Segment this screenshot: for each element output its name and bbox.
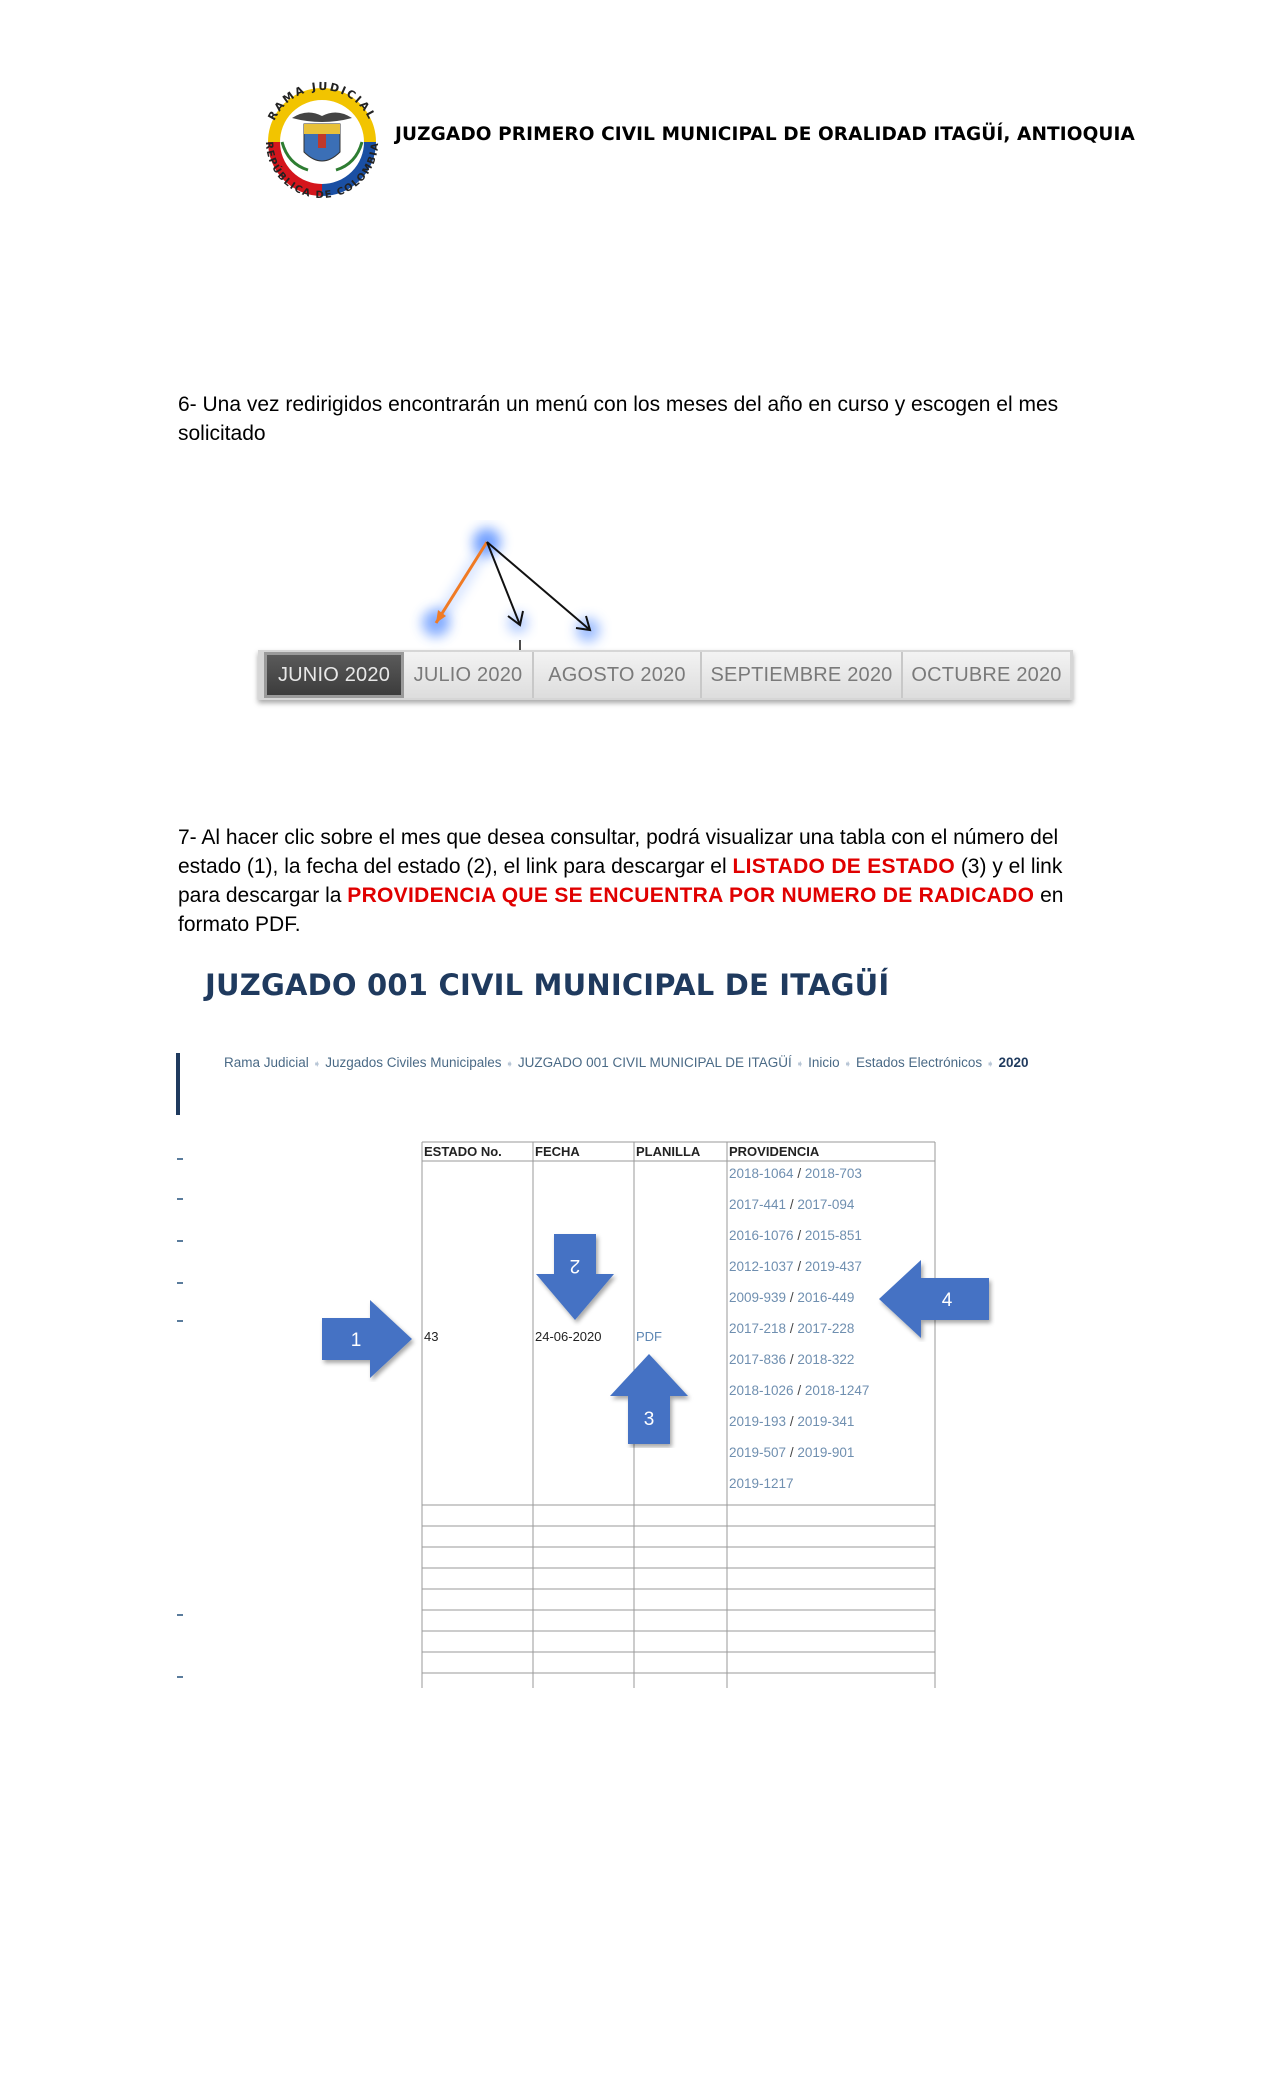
providencia-row: [729, 1414, 854, 1429]
providencia-row: [729, 1383, 869, 1398]
page-accent-bar: [176, 1053, 180, 1115]
providencia-link[interactable]: 2018-322: [797, 1352, 855, 1367]
breadcrumb-link[interactable]: JUZGADO 001 CIVIL MUNICIPAL DE ITAGÜÍ: [517, 1055, 792, 1070]
breadcrumb-separator-icon: ➧: [843, 1059, 853, 1070]
providencia-link[interactable]: 2016-1076: [729, 1228, 794, 1243]
providencia-link[interactable]: 2017-228: [797, 1321, 855, 1336]
providencia-row: [729, 1352, 854, 1367]
providencia-row: [729, 1476, 794, 1491]
breadcrumb-separator-icon: ➧: [986, 1059, 995, 1070]
providencia-emphasis: PROVIDENCIA QUE SE ENCUENTRA POR NUMERO DE RADICADO: [347, 884, 1035, 907]
providencia-separator: /: [786, 1321, 798, 1336]
providencia-link[interactable]: 2017-218: [729, 1321, 787, 1336]
providencia-link[interactable]: 2018-1026: [729, 1383, 794, 1398]
svg-text:2: 2: [569, 1255, 581, 1276]
svg-text:3: 3: [643, 1409, 655, 1430]
callout-arrow-2: [530, 1230, 620, 1326]
black-annotation-arrow: [487, 542, 520, 625]
providencia-separator: /: [793, 1166, 805, 1181]
month-tab-octubre[interactable]: OCTUBRE 2020: [903, 652, 1070, 698]
step-7-paragraph: 7- Al hacer clic sobre el mes que desea consultar, podrá visualizar una tabla con el número del estado (1), la fecha del estado (2), el link para descargar el LISTADO DE ESTADO (3) y el link para descargar la PROVIDENCIA QUE SE ENCUENTRA POR NUMERO DE RADICADO en formato PDF.: [178, 826, 1064, 936]
providencia-link[interactable]: 2015-851: [804, 1228, 862, 1243]
estado-number: 43: [424, 1329, 439, 1344]
svg-text:REPÚBLICA DE COLOMBIA: REPÚBLICA DE COLOMBIA: [262, 141, 382, 202]
callout-arrow-1: [318, 1296, 418, 1382]
sidebar-fragment: [177, 1614, 183, 1616]
providencia-link[interactable]: 2017-836: [729, 1352, 787, 1367]
callout-arrow-4: [875, 1256, 995, 1342]
column-header-providencia: PROVIDENCIA: [729, 1144, 820, 1159]
step-6-paragraph: 6- Una vez redirigidos encontrarán un menú con los meses del año en curso y escogen el mes solicitado: [178, 393, 1059, 445]
sidebar-fragment: [177, 1158, 183, 1160]
providencia-link[interactable]: 2016-449: [797, 1290, 855, 1305]
providencia-separator: /: [786, 1445, 798, 1460]
listado-de-estado-emphasis: LISTADO DE ESTADO: [732, 855, 955, 878]
breadcrumb-link[interactable]: Juzgados Civiles Municipales: [325, 1055, 502, 1070]
providencia-row: [729, 1290, 854, 1305]
breadcrumb-link[interactable]: Rama Judicial: [224, 1055, 309, 1070]
providencia-link[interactable]: 2019-437: [804, 1259, 862, 1274]
providencia-row: [729, 1228, 862, 1243]
svg-text:4: 4: [941, 1290, 953, 1311]
providencia-row: [729, 1321, 854, 1336]
rama-judicial-logo: [252, 72, 392, 212]
month-tab-junio[interactable]: JUNIO 2020: [264, 652, 404, 698]
providencia-row: [729, 1166, 862, 1181]
providencia-row: [729, 1197, 854, 1212]
providencia-link[interactable]: 2019-341: [797, 1414, 855, 1429]
breadcrumb-current: 2020: [998, 1055, 1029, 1070]
providencia-separator: /: [786, 1290, 798, 1305]
providencia-separator: /: [786, 1414, 798, 1429]
providencia-link[interactable]: 2009-939: [729, 1290, 787, 1305]
providencia-link[interactable]: 2018-1247: [804, 1383, 870, 1398]
providencia-separator: /: [793, 1383, 805, 1398]
providencia-link[interactable]: 2018-703: [804, 1166, 862, 1181]
svg-text:RAMA JUDICIAL: RAMA JUDICIAL: [265, 79, 379, 123]
black-annotation-arrow: [487, 542, 590, 630]
planilla-pdf-link[interactable]: PDF: [636, 1329, 662, 1344]
breadcrumb-separator-icon: ➧: [312, 1059, 322, 1070]
column-header-estado: ESTADO No.: [424, 1144, 502, 1159]
sidebar-fragment: [177, 1240, 183, 1242]
providencia-link[interactable]: 2019-901: [797, 1445, 855, 1460]
month-tab-agosto[interactable]: AGOSTO 2020: [534, 652, 702, 698]
breadcrumb: [224, 1055, 1029, 1070]
sidebar-fragment: [177, 1320, 183, 1322]
sidebar-fragment: [177, 1198, 183, 1200]
estado-date: 24-06-2020: [535, 1329, 602, 1344]
breadcrumb-separator-icon: ➧: [795, 1059, 805, 1070]
providencia-link[interactable]: 2018-1064: [729, 1166, 794, 1181]
providencia-separator: /: [793, 1259, 805, 1274]
sidebar-fragment: [177, 1282, 183, 1284]
callout-arrow-3: [604, 1350, 694, 1448]
column-header-planilla: PLANILLA: [636, 1144, 701, 1159]
providencia-link[interactable]: 2019-1217: [729, 1476, 794, 1491]
sidebar-fragment: [177, 1676, 183, 1678]
breadcrumb-separator-icon: ➧: [505, 1059, 514, 1070]
column-header-fecha: FECHA: [535, 1144, 580, 1159]
court-page-title: JUZGADO 001 CIVIL MUNICIPAL DE ITAGÜÍ: [205, 968, 890, 1002]
month-tab-julio[interactable]: JULIO 2020: [404, 652, 534, 698]
orange-annotation-arrow: [436, 542, 487, 623]
providencia-link[interactable]: 2019-507: [729, 1445, 787, 1460]
providencia-separator: /: [786, 1197, 798, 1212]
providencia-link[interactable]: 2012-1037: [729, 1259, 794, 1274]
providencia-row: [729, 1445, 854, 1460]
providencia-row: [729, 1259, 862, 1274]
breadcrumb-link[interactable]: Inicio: [808, 1055, 840, 1070]
providencia-separator: /: [786, 1352, 798, 1367]
month-tab-septiembre[interactable]: SEPTIEMBRE 2020: [702, 652, 903, 698]
annotation-arrows-graphic: [400, 520, 640, 660]
providencia-link[interactable]: 2019-193: [729, 1414, 787, 1429]
providencia-link[interactable]: 2017-094: [797, 1197, 855, 1212]
providencia-separator: /: [793, 1228, 805, 1243]
svg-text:1: 1: [350, 1330, 362, 1351]
document-header-title: JUZGADO PRIMERO CIVIL MUNICIPAL DE ORALIDAD ITAGÜÍ, ANTIOQUIA: [395, 124, 1135, 145]
breadcrumb-link[interactable]: Estados Electrónicos: [856, 1055, 983, 1070]
providencia-link[interactable]: 2017-441: [729, 1197, 787, 1212]
